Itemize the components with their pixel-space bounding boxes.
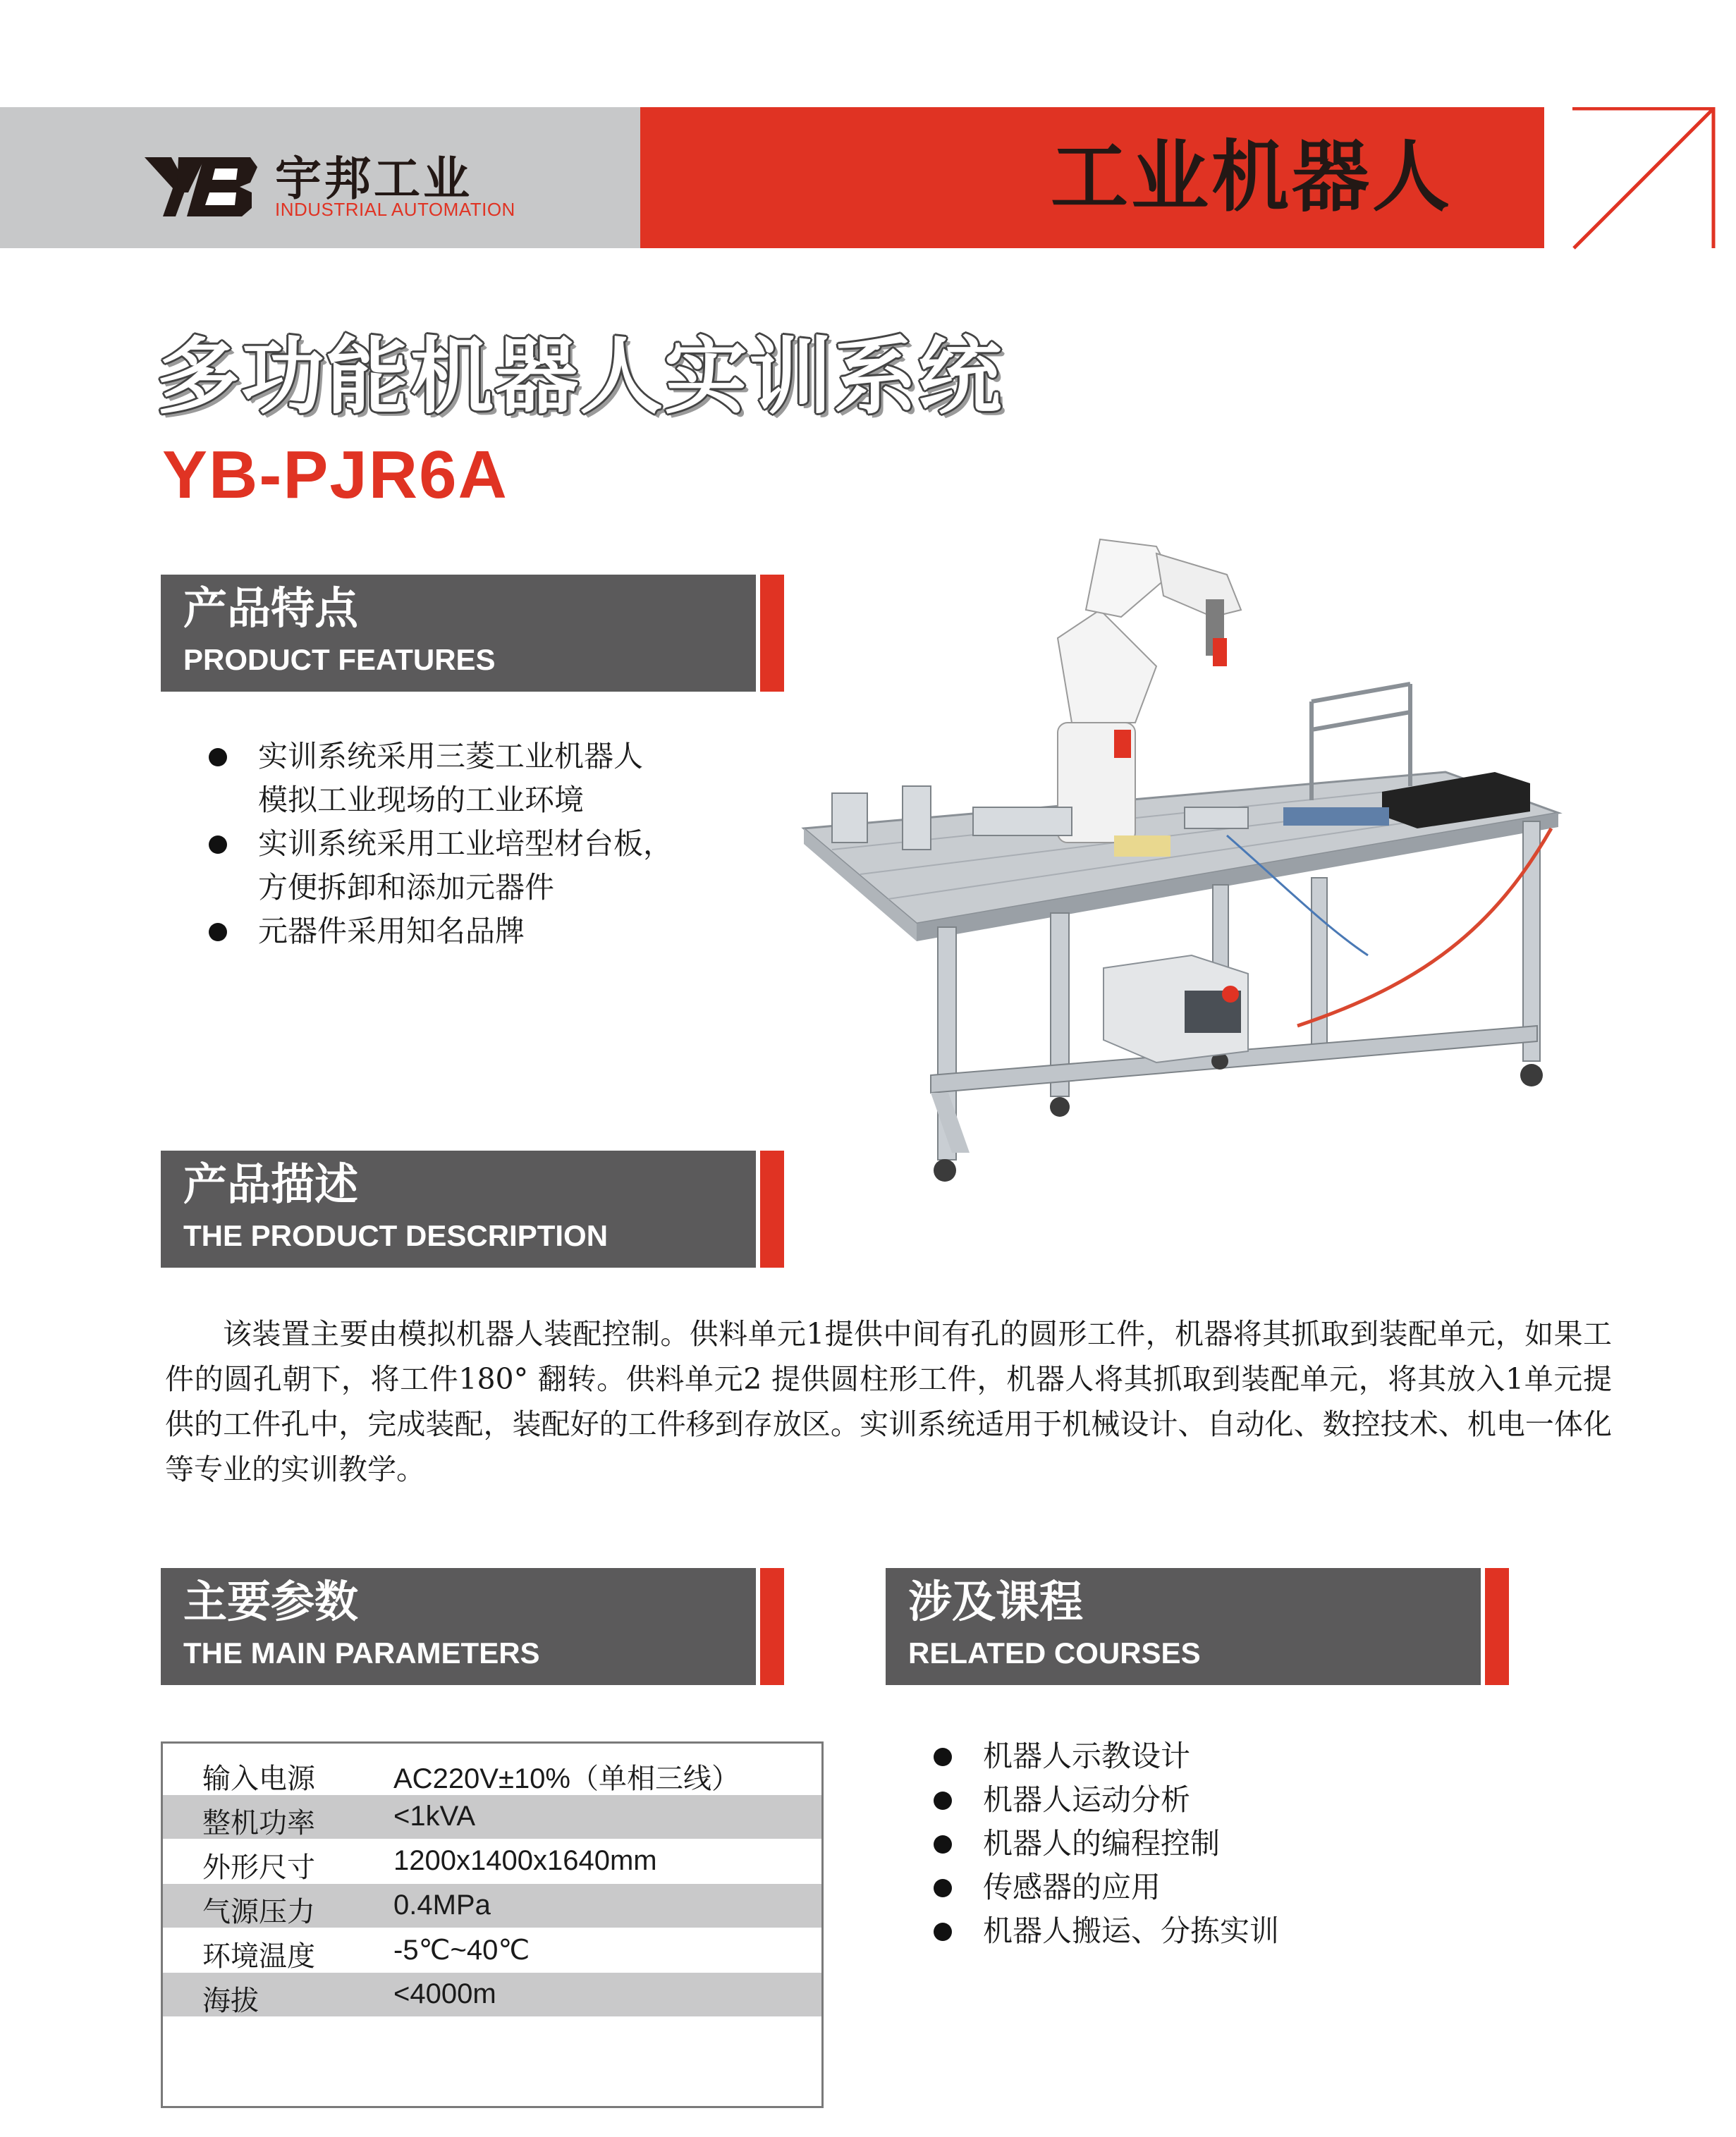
product-model: YB-PJR6A	[162, 437, 508, 513]
product-photo	[790, 532, 1572, 1213]
description-text: 该装置主要由模拟机器人装配控制。供料单元1提供中间有孔的圆形工件，机器将其抓取到装配单元，如果工件的圆孔朝下，将工件180° 翻转。供料单元2 提供圆柱形工件，机器人将其抓取到装配单元，将其放入1单元提供的工件孔中，完成装配，装配好的工件移到存放区。实训系统适用于机械设计、自动化、数控技术、机电一体化等专业的实训教学。	[165, 1317, 1612, 1486]
param-value: 1200x1400x1640mm	[393, 1845, 657, 1876]
feature-text-cont: 方便拆卸和添加元器件	[258, 870, 555, 905]
feature-text-cont: 模拟工业现场的工业环境	[258, 783, 585, 817]
list-item	[209, 822, 673, 910]
brand-name-cn: 宇邦工业	[275, 152, 472, 206]
list-item	[934, 1909, 1279, 1953]
param-key: 外形尺寸	[202, 1851, 315, 1884]
course-text: 机器人示教设计	[983, 1739, 1191, 1773]
feature-text: 实训系统采用三菱工业机器人	[258, 739, 644, 773]
bullet-dot-icon	[934, 1879, 952, 1897]
bullet-dot-icon	[934, 1835, 952, 1854]
param-value: 0.4MPa	[393, 1890, 491, 1921]
bullet-dot-icon	[934, 1923, 952, 1941]
table-row	[163, 1795, 821, 1839]
table-row	[163, 1884, 821, 1928]
courses-header	[886, 1568, 1509, 1685]
list-item	[209, 910, 673, 953]
course-text: 机器人搬运、分拣实训	[983, 1913, 1280, 1948]
parameters-header	[161, 1568, 784, 1685]
table-row	[163, 1751, 821, 1794]
bullet-dot-icon	[934, 1748, 952, 1766]
list-item	[934, 1822, 1279, 1866]
corner-arrow-icon	[1565, 107, 1719, 250]
courses-title-cn: 涉及课程	[908, 1576, 1084, 1627]
param-key: 环境温度	[202, 1940, 315, 1973]
param-key: 整机功率	[202, 1807, 315, 1839]
list-item	[934, 1734, 1279, 1778]
course-text: 机器人的编程控制	[983, 1826, 1221, 1861]
list-item	[209, 735, 673, 822]
description-title-cn: 产品描述	[183, 1158, 359, 1210]
list-item	[934, 1778, 1279, 1822]
features-list	[209, 735, 673, 953]
param-key: 海拔	[202, 1985, 259, 2017]
parameters-table	[161, 1741, 824, 2108]
courses-title-en: RELATED COURSES	[908, 1636, 1201, 1670]
description-title-en: THE PRODUCT DESCRIPTION	[183, 1219, 609, 1252]
features-header	[161, 575, 784, 692]
bullet-dot-icon	[209, 835, 227, 854]
param-value: AC220V±10%（单相三线）	[393, 1763, 740, 1794]
param-value: <4000m	[393, 1978, 496, 2009]
bullet-dot-icon	[209, 748, 227, 766]
bullet-dot-icon	[934, 1792, 952, 1810]
feature-text: 实训系统采用工业培型材台板，	[258, 826, 673, 861]
table-row	[163, 1928, 821, 1972]
param-value: <1kVA	[393, 1801, 475, 1832]
list-item	[934, 1866, 1279, 1909]
product-title: 多功能机器人实训系统	[157, 328, 1003, 425]
features-title-cn: 产品特点	[183, 582, 359, 634]
course-text: 传感器的应用	[983, 1870, 1161, 1904]
brand-logo-icon	[145, 152, 257, 219]
parameters-title-en: THE MAIN PARAMETERS	[183, 1636, 540, 1670]
bullet-dot-icon	[209, 923, 227, 941]
parameters-title-cn: 主要参数	[183, 1576, 359, 1627]
param-key: 输入电源	[202, 1763, 315, 1795]
feature-text: 元器件采用知名品牌	[258, 914, 525, 948]
param-key: 气源压力	[202, 1896, 315, 1928]
brand-name-en: INDUSTRIAL AUTOMATION	[275, 199, 515, 220]
features-title-en: PRODUCT FEATURES	[183, 643, 496, 676]
description-header	[161, 1151, 784, 1268]
category-title: 工业机器人	[1051, 132, 1453, 222]
table-row	[163, 1839, 821, 1883]
table-row	[163, 1973, 821, 2016]
param-value: -5℃~40℃	[393, 1935, 530, 1966]
course-text: 机器人运动分析	[983, 1782, 1191, 1817]
courses-list	[934, 1734, 1279, 1953]
